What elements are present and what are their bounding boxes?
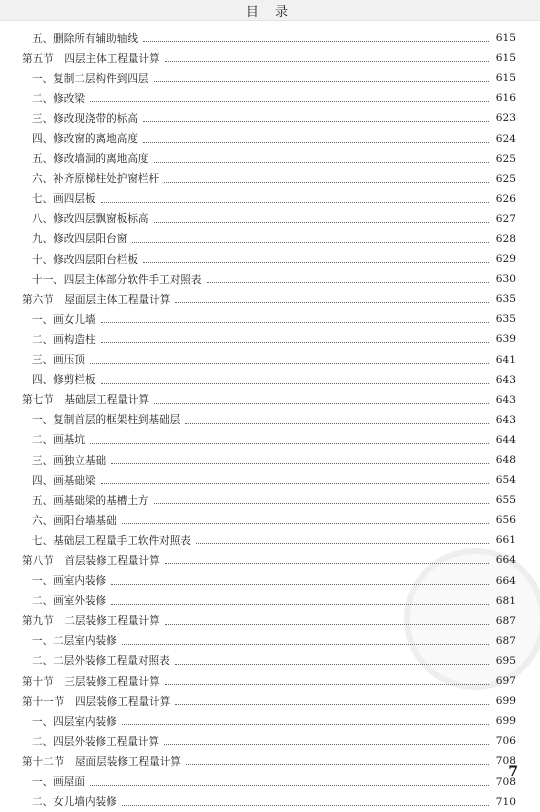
- toc-entry-page: 656: [495, 514, 516, 527]
- toc-entry-label: 五、修改墙洞的离地高度: [32, 153, 149, 166]
- toc-entry[interactable]: [0, 611, 540, 631]
- toc-entry-page: 681: [495, 594, 516, 607]
- toc-entry[interactable]: [0, 269, 540, 289]
- toc-entry[interactable]: [0, 88, 540, 108]
- toc-entry[interactable]: [0, 530, 540, 550]
- toc-entry-page: 687: [495, 614, 516, 627]
- toc-entry[interactable]: [0, 410, 540, 430]
- dot-leader: [90, 784, 489, 786]
- toc-entry-label: 第五节 四层主体工程量计算: [22, 52, 160, 65]
- toc-entry-page: 687: [495, 634, 516, 647]
- dot-leader: [165, 683, 489, 685]
- dot-leader: [143, 120, 489, 122]
- toc-entry-label: 五、画基础梁的基槽土方: [32, 494, 149, 507]
- dot-leader: [122, 804, 489, 806]
- dot-leader: [101, 341, 489, 343]
- toc-entry-label: 三、修改现浇带的标高: [32, 112, 138, 125]
- toc-entry-label: 六、画阳台墙基础: [32, 514, 117, 527]
- toc-entry-page: 644: [495, 433, 516, 446]
- toc-entry-page: 625: [495, 152, 516, 165]
- dot-leader: [143, 261, 489, 263]
- toc-entry-label: 三、画独立基础: [32, 454, 107, 467]
- toc-entry[interactable]: [0, 751, 540, 771]
- toc-entry-label: 三、画压顶: [32, 354, 85, 367]
- dot-leader: [90, 362, 489, 364]
- dot-leader: [101, 482, 489, 484]
- toc-entry[interactable]: [0, 149, 540, 169]
- toc-list: [0, 28, 540, 812]
- toc-entry-page: 615: [495, 52, 516, 65]
- toc-entry-page: 641: [495, 353, 516, 366]
- toc-entry-page: 699: [495, 695, 516, 708]
- toc-entry-page: 648: [495, 454, 516, 467]
- toc-entry-page: 708: [495, 755, 516, 768]
- toc-entry-page: 615: [495, 72, 516, 85]
- page-title: 目 录: [245, 5, 295, 20]
- dot-leader: [165, 562, 489, 564]
- dot-leader: [90, 100, 489, 102]
- toc-entry[interactable]: [0, 249, 540, 269]
- toc-entry-label: 二、画基坑: [32, 434, 85, 447]
- toc-entry-label: 九、修改四层阳台窗: [32, 233, 128, 246]
- dot-leader: [101, 321, 489, 323]
- dot-leader: [154, 402, 489, 404]
- toc-entry-label: 五、删除所有辅助轴线: [32, 32, 138, 45]
- toc-entry-label: 八、修改四层飘窗板标高: [32, 213, 149, 226]
- toc-entry[interactable]: [0, 169, 540, 189]
- toc-entry-page: 635: [495, 293, 516, 306]
- toc-entry-label: 一、复制首层的框架柱到基础层: [32, 414, 181, 427]
- toc-entry[interactable]: [0, 28, 540, 48]
- dot-leader: [122, 643, 489, 645]
- toc-entry-label: 六、补齐原梯柱处护窗栏杆: [32, 173, 160, 186]
- toc-entry[interactable]: [0, 329, 540, 349]
- dot-leader: [154, 221, 489, 223]
- toc-entry-label: 一、画室内装修: [32, 575, 107, 588]
- toc-entry[interactable]: [0, 671, 540, 691]
- dot-leader: [154, 80, 489, 82]
- toc-entry-label: 二、女儿墙内装修: [32, 796, 117, 809]
- toc-entry[interactable]: [0, 651, 540, 671]
- toc-entry-label: 二、修改梁: [32, 92, 85, 105]
- dot-leader: [154, 502, 489, 504]
- toc-entry[interactable]: [0, 591, 540, 611]
- dot-leader: [132, 241, 489, 243]
- dot-leader: [175, 663, 489, 665]
- toc-entry-label: 二、画室外装修: [32, 595, 107, 608]
- toc-entry-label: 十、修改四层阳台栏板: [32, 253, 138, 266]
- dot-leader: [154, 161, 489, 163]
- toc-entry-page: 635: [495, 313, 516, 326]
- toc-entry[interactable]: [0, 309, 540, 329]
- toc-entry[interactable]: [0, 209, 540, 229]
- dot-leader: [196, 542, 489, 544]
- toc-entry-page: 626: [495, 192, 516, 205]
- toc-entry-label: 一、四层室内装修: [32, 715, 117, 728]
- toc-entry-page: 615: [495, 32, 516, 45]
- toc-entry-page: 654: [495, 474, 516, 487]
- toc-entry[interactable]: [0, 711, 540, 731]
- toc-entry-label: 第八节 首层装修工程量计算: [22, 554, 160, 567]
- toc-entry-page: 710: [495, 795, 516, 808]
- toc-entry-label: 四、画基础梁: [32, 474, 96, 487]
- toc-entry-page: 623: [495, 112, 516, 125]
- toc-entry[interactable]: [0, 731, 540, 751]
- dot-leader: [90, 442, 489, 444]
- toc-entry-page: 627: [495, 212, 516, 225]
- toc-entry-label: 四、修改窗的离地高度: [32, 133, 138, 146]
- toc-entry[interactable]: [0, 48, 540, 68]
- toc-entry[interactable]: [0, 631, 540, 651]
- toc-entry-page: 655: [495, 494, 516, 507]
- dot-leader: [101, 201, 489, 203]
- dot-leader: [101, 382, 489, 384]
- dot-leader: [111, 583, 489, 585]
- toc-entry[interactable]: [0, 510, 540, 530]
- page-number: 7: [508, 764, 518, 780]
- toc-entry[interactable]: [0, 691, 540, 711]
- toc-entry-label: 二、四层外装修工程量计算: [32, 735, 160, 748]
- toc-entry[interactable]: [0, 289, 540, 309]
- toc-entry[interactable]: [0, 571, 540, 591]
- toc-entry-label: 第六节 屋面层主体工程量计算: [22, 293, 171, 306]
- toc-entry-page: 625: [495, 172, 516, 185]
- toc-entry-page: 664: [495, 554, 516, 567]
- toc-entry[interactable]: [0, 390, 540, 410]
- toc-entry-label: 二、画构造柱: [32, 333, 96, 346]
- dot-leader: [175, 703, 489, 705]
- dot-leader: [185, 422, 489, 424]
- toc-entry-page: 643: [495, 393, 516, 406]
- toc-entry[interactable]: [0, 350, 540, 370]
- dot-leader: [143, 40, 489, 42]
- dot-leader: [111, 603, 489, 605]
- toc-entry-page: 661: [495, 534, 516, 547]
- toc-entry[interactable]: [0, 450, 540, 470]
- toc-entry-page: 639: [495, 333, 516, 346]
- toc-entry-label: 一、复制二层构件到四层: [32, 72, 149, 85]
- toc-entry-page: 628: [495, 232, 516, 245]
- toc-entry-page: 706: [495, 735, 516, 748]
- toc-entry-label: 一、画屋面: [32, 776, 85, 789]
- toc-entry[interactable]: [0, 792, 540, 812]
- toc-entry-page: 643: [495, 373, 516, 386]
- toc-entry[interactable]: [0, 108, 540, 128]
- toc-entry-label: 第十二节 屋面层装修工程量计算: [22, 755, 181, 768]
- dot-leader: [207, 281, 490, 283]
- toc-entry[interactable]: [0, 771, 540, 791]
- dot-leader: [122, 723, 489, 725]
- toc-entry-label: 七、基础层工程量手工软件对照表: [32, 534, 191, 547]
- dot-leader: [186, 763, 489, 765]
- dot-leader: [164, 181, 489, 183]
- toc-entry[interactable]: [0, 550, 540, 570]
- toc-entry-page: 699: [495, 715, 516, 728]
- toc-entry-page: 708: [495, 775, 516, 788]
- toc-entry-label: 一、画女儿墙: [32, 313, 96, 326]
- dot-leader: [111, 462, 489, 464]
- dot-leader: [143, 141, 489, 143]
- toc-entry-label: 二、二层外装修工程量对照表: [32, 655, 170, 668]
- toc-entry-page: 695: [495, 654, 516, 667]
- toc-entry-page: 629: [495, 253, 516, 266]
- toc-entry[interactable]: [0, 128, 540, 148]
- toc-entry-label: 第七节 基础层工程量计算: [22, 394, 150, 407]
- toc-entry-label: 十一、四层主体部分软件手工对照表: [32, 273, 202, 286]
- toc-entry-page: 643: [495, 413, 516, 426]
- toc-entry[interactable]: [0, 370, 540, 390]
- dot-leader: [165, 60, 489, 62]
- dot-leader: [175, 301, 489, 303]
- toc-entry-page: 697: [495, 675, 516, 688]
- toc-entry-label: 第九节 二层装修工程量计算: [22, 615, 160, 628]
- toc-entry[interactable]: [0, 189, 540, 209]
- toc-entry-page: 624: [495, 132, 516, 145]
- toc-entry-label: 一、二层室内装修: [32, 635, 117, 648]
- dot-leader: [122, 522, 489, 524]
- toc-entry-page: 664: [495, 574, 516, 587]
- toc-entry-label: 第十节 三层装修工程量计算: [22, 675, 160, 688]
- toc-entry-label: 七、画四层板: [32, 193, 96, 206]
- toc-entry-page: 616: [495, 92, 516, 105]
- toc-entry[interactable]: [0, 68, 540, 88]
- toc-entry[interactable]: [0, 470, 540, 490]
- toc-entry-page: 630: [495, 273, 516, 286]
- toc-entry-label: 第十一节 四层装修工程量计算: [22, 695, 171, 708]
- toc-entry[interactable]: [0, 229, 540, 249]
- toc-entry-label: 四、修剪栏板: [32, 374, 96, 387]
- dot-leader: [165, 623, 489, 625]
- toc-entry[interactable]: [0, 430, 540, 450]
- toc-entry[interactable]: [0, 490, 540, 510]
- dot-leader: [164, 743, 489, 745]
